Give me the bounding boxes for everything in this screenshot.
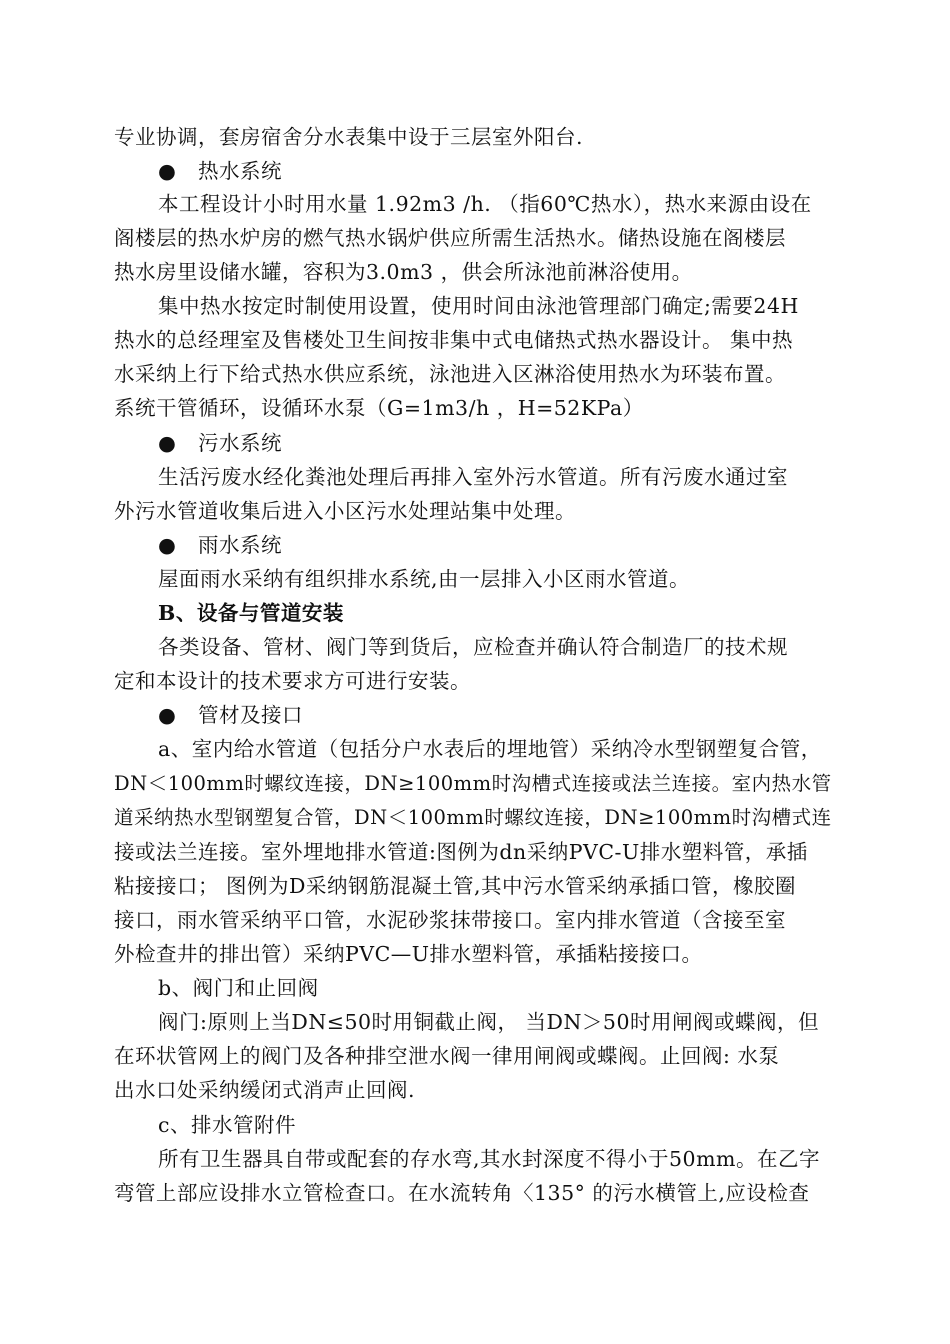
bullet-icon: ● — [158, 159, 177, 183]
paragraph-line: 粘接接口； 图例为D采纳钢筋混凝土管,其中污水管采纳承插口管，橡胶圈 — [114, 874, 796, 898]
paragraph-line: 热水房里设储水罐，容积为3.0m3 ，供会所泳池前淋浴使用。 — [114, 260, 693, 284]
bullet-label: 管材及接口 — [198, 703, 303, 727]
bullet-item-pipes — [158, 700, 846, 730]
paragraph-line: 水采纳上行下给式热水供应系统，泳池进入区淋浴使用热水为环装布置。 — [114, 362, 786, 386]
paragraph-line: 所有卫生器具自带或配套的存水弯,其水封深度不得小于50mm。在乙字 — [158, 1147, 820, 1171]
paragraph-line: 弯管上部应设排水立管检查口。在水流转角〈135° 的污水横管上,应设检查 — [114, 1181, 810, 1205]
paragraph-line: a、室内给水管道（包括分户水表后的埋地管）采纳冷水型钢塑复合管， — [158, 737, 822, 761]
bullet-item-hot-water — [158, 156, 846, 186]
paragraph-line: 定和本设计的技术要求方可进行安装。 — [114, 669, 471, 693]
paragraph-line: 接口，雨水管采纳平口管，水泥砂浆抹带接口。室内排水管道（含接至室 — [114, 908, 786, 932]
paragraph-line: 集中热水按定时制使用设置，使用时间由泳池管理部门确定;需要24H — [158, 294, 799, 318]
paragraph-line: 阁楼层的热水炉房的燃气热水锅炉供应所需生活热水。储热设施在阁楼层 — [114, 226, 786, 250]
paragraph-line: 生活污废水经化粪池处理后再排入室外污水管道。所有污废水通过室 — [158, 465, 788, 489]
section-heading: B、设备与管道安装 — [158, 601, 344, 625]
bullet-label: 热水系统 — [198, 159, 282, 183]
bullet-icon: ● — [158, 703, 177, 727]
paragraph-line: 专业协调，套房宿舍分水表集中设于三层室外阳台. — [114, 125, 584, 149]
bullet-label: 污水系统 — [198, 431, 282, 455]
bullet-item-rainwater — [158, 530, 846, 560]
paragraph-line: 外检查井的排出管）采纳PVC—U排水塑料管，承插粘接接口。 — [114, 942, 703, 966]
paragraph-line: 在环状管网上的阀门及各种排空泄水阀一律用闸阀或蝶阀。止回阀: 水泵 — [114, 1044, 780, 1068]
paragraph-line: 道采纳热水型钢塑复合管，DN＜100mm时螺纹连接，DN≥100mm时沟槽式连 — [114, 806, 832, 829]
paragraph-line: 热水的总经理室及售楼处卫生间按非集中式电储热式热水器设计。 集中热 — [114, 328, 794, 352]
subsection-heading: b、阀门和止回阀 — [158, 976, 319, 1000]
subsection-heading: c、排水管附件 — [158, 1113, 296, 1137]
paragraph-line: 阀门:原则上当DN≤50时用铜截止阀， 当DN＞50时用闸阀或蝶阀，但 — [158, 1010, 820, 1034]
bullet-item-sewage — [158, 428, 846, 458]
paragraph-line: 屋面雨水采纳有组织排水系统,由一层排入小区雨水管道。 — [158, 567, 691, 591]
paragraph-line: 出水口处采纳缓闭式消声止回阀. — [114, 1078, 416, 1102]
paragraph-line: 接或法兰连接。室外埋地排水管道:图例为dn采纳PVC-U排水塑料管，承插 — [114, 840, 808, 864]
paragraph-line: 系统干管循环，设循环水泵（G=1m3/h ，H=52KPa） — [114, 396, 644, 420]
paragraph-line: 各类设备、管材、阀门等到货后，应检查并确认符合制造厂的技术规 — [158, 635, 788, 659]
bullet-label: 雨水系统 — [198, 533, 282, 557]
paragraph-line: DN＜100mm时螺纹连接，DN≥100mm时沟槽式连接或法兰连接。室内热水管 — [114, 772, 832, 795]
bullet-icon: ● — [158, 431, 177, 455]
bullet-icon: ● — [158, 533, 177, 557]
paragraph-line: 外污水管道收集后进入小区污水处理站集中处理。 — [114, 499, 576, 523]
paragraph-line: 本工程设计小时用水量 1.92m3 /h. （指60℃热水），热水来源由设在 — [158, 192, 812, 216]
